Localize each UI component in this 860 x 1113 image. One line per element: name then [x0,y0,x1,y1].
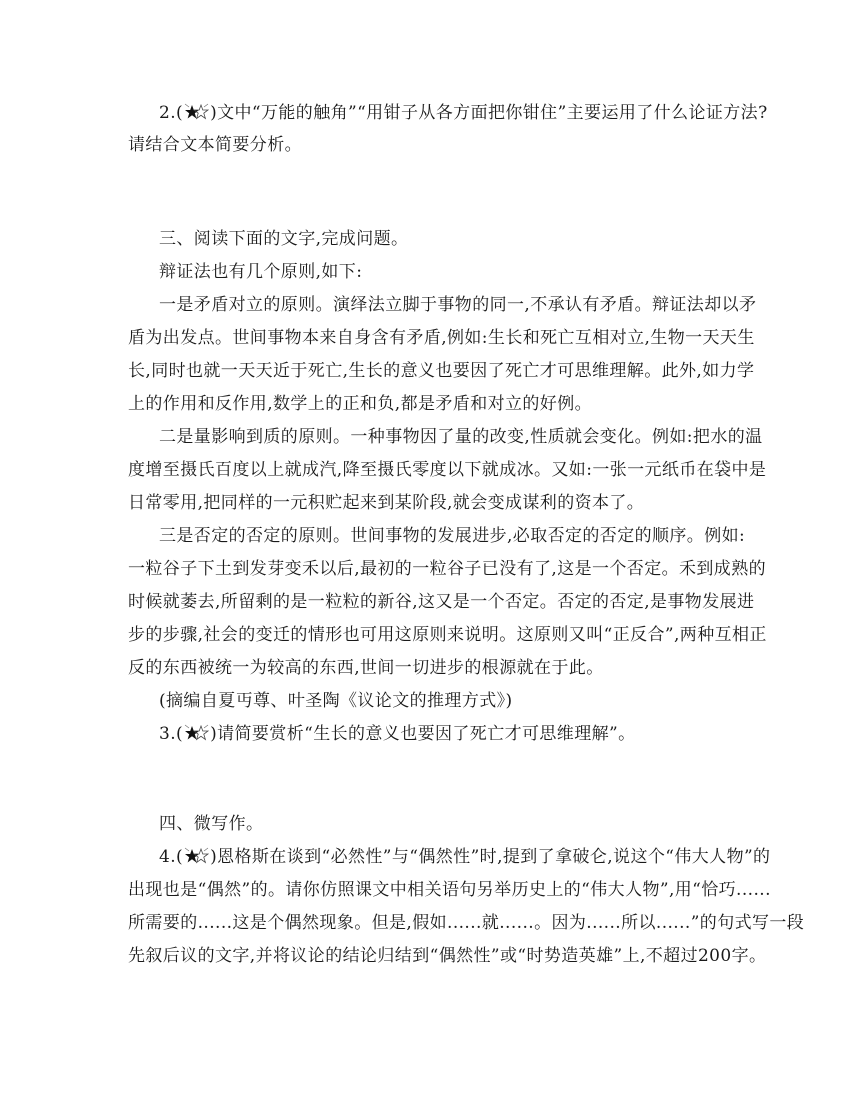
paragraph-line: 度增至摄氏百度以上就成汽,降至摄氏零度以下就成冰。又如:一张一元纸币在袋中是 [128,460,767,480]
source-citation: (摘编自夏丏尊、叶圣陶《议论文的推理方式》) [159,691,513,711]
question-4-line-1: 4.( )恩格斯在谈到“必然性”与“偶然性”时,提到了拿破仑,说这个“伟大人物”的 [159,847,771,867]
difficulty-stars-icon [184,724,209,742]
paragraph-line: 三是否定的否定的原则。世间事物的发展进步,必取否定的否定的顺序。例如: [159,526,746,546]
paragraph-line: 日常零用,把同样的一元积贮起来到某阶段,就会变成谋利的资本了。 [128,493,645,513]
question-3: 3.( )请简要赏析“生长的意义也要因了死亡才可思维理解”。 [159,724,636,744]
paragraph-line: 时候就萎去,所留剩的是一粒粒的新谷,这又是一个否定。否定的否定,是事物发展进 [128,592,755,612]
paragraph-line: 辩证法也有几个原则,如下: [159,262,363,282]
question-2-line-2: 请结合文本简要分析。 [128,135,302,155]
paragraph-line: 反的东西被统一为较高的东西,世间一切进步的根源就在于此。 [128,658,604,678]
paragraph-line: 步的步骤,社会的变迁的情形也可用这原则来说明。这原则又叫“正反合”,两种互相正 [128,625,767,645]
question-2-line-1: 2.( )文中“万能的触角”“用钳子从各方面把你钳住”主要运用了什么论证方法? [159,103,768,123]
question-4-line-2: 出现也是“偶然”的。请你仿照课文中相关语句另举历史上的“伟大人物”,用“恰巧...... [128,880,771,900]
question-number: 2.( [159,103,184,123]
section-4-heading: 四、微写作。 [159,814,264,834]
question-number: 4.( [159,847,184,867]
paragraph-line: 二是量影响到质的原则。一种事物因了量的改变,性质就会变化。例如:把水的温 [159,427,763,447]
paragraph-line: 盾为出发点。世间事物本来自身含有矛盾,例如:生长和死亡互相对立,生物一天天生 [128,328,755,348]
question-number: 3.( [159,724,184,744]
paragraph-line: 一粒谷子下土到发芽变禾以后,最初的一粒谷子已没有了,这是一个否定。禾到成熟的 [128,559,767,579]
difficulty-stars-icon [184,847,209,865]
question-4-line-4: 先叙后议的文字,并将议论的结论归结到“偶然性”或“时势造英雄”上,不超过200字。 [128,946,767,966]
question-4-line-3: 所需要的......这是个偶然现象。但是,假如......就......。因为......所以......”的句式写一段 [128,913,805,933]
paragraph-line: 一是矛盾对立的原则。演绎法立脚于事物的同一,不承认有矛盾。辩证法却以矛 [159,295,757,315]
paragraph-line: 长,同时也就一天天近于死亡,生长的意义也要因了死亡才可思维理解。此外,如力学 [128,361,755,381]
section-3-heading: 三、阅读下面的文字,完成问题。 [159,229,409,249]
difficulty-stars-icon [184,103,209,121]
paragraph-line: 上的作用和反作用,数学上的正和负,都是矛盾和对立的好例。 [128,394,593,414]
